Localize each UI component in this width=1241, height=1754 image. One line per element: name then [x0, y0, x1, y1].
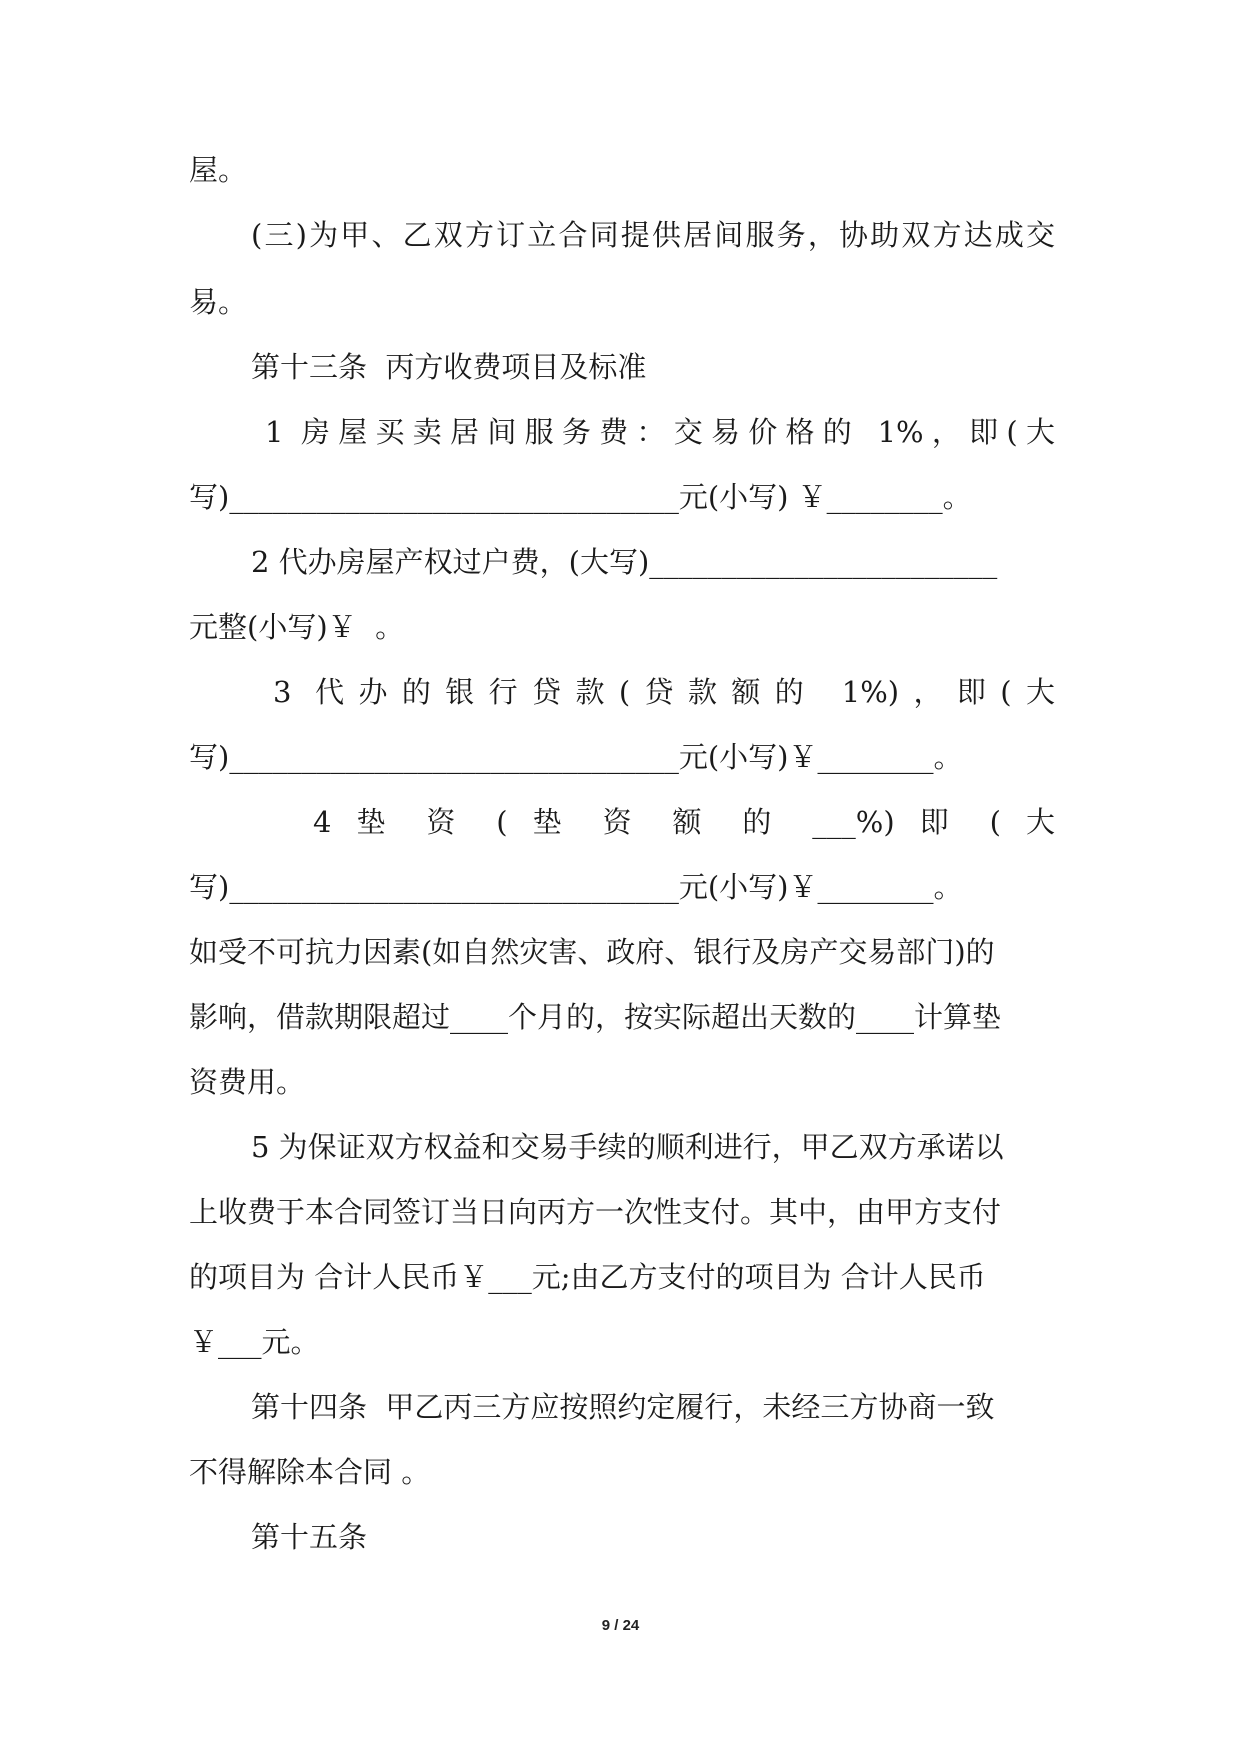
section-heading: 第十三条 丙方收费项目及标准 — [251, 350, 647, 384]
text-line: 如受不可抗力因素(如自然灾害、政府、银行及房产交易部门)的 — [189, 935, 995, 969]
text-line: 不得解除本合同 。 — [189, 1455, 431, 1489]
text-line: 4 垫 资 ( 垫 资 额 的 ___%) 即 ( 大 — [313, 805, 1055, 839]
text-line: ￥___元。 — [189, 1325, 320, 1359]
text-line: 易。 — [189, 285, 248, 319]
text-line: 写)_______________________________元(小写)￥________。 — [189, 740, 963, 774]
text-line: 3 代办的银行贷款(贷款额的 1%)，即(大 — [273, 675, 1055, 709]
page-number: 9 / 24 — [601, 1617, 640, 1634]
section-heading: 第十四条 甲乙丙三方应按照约定履行，未经三方协商一致 — [251, 1390, 995, 1424]
text-line: 元整(小写)￥ 。 — [189, 610, 405, 644]
text-line: 屋。 — [189, 153, 248, 187]
text-line: 写)_______________________________元(小写) ￥________。 — [189, 480, 972, 514]
text-line: 影响，借款期限超过____个月的，按实际超出天数的____计算垫 — [189, 1000, 1002, 1034]
text-line: (三)为甲、乙双方订立合同提供居间服务，协助双方达成交 — [251, 218, 1055, 252]
text-line: 上收费于本合同签订当日向丙方一次性支付。其中，由甲方支付 — [189, 1195, 1002, 1229]
section-heading: 第十五条 — [251, 1520, 368, 1554]
text-line: 资费用。 — [189, 1065, 306, 1099]
text-line: 1 房屋买卖居间服务费：交易价格的 1%，即(大 — [265, 415, 1055, 449]
text-line: 5 为保证双方权益和交易手续的顺利进行，甲乙双方承诺以 — [251, 1130, 1004, 1164]
text-line: 写)_______________________________元(小写)￥________。 — [189, 870, 963, 904]
text-line: 2 代办房屋产权过户费，(大写)________________________ — [251, 545, 998, 579]
text-line: 的项目为 合计人民币￥___元;由乙方支付的项目为 合计人民币 — [189, 1260, 986, 1294]
